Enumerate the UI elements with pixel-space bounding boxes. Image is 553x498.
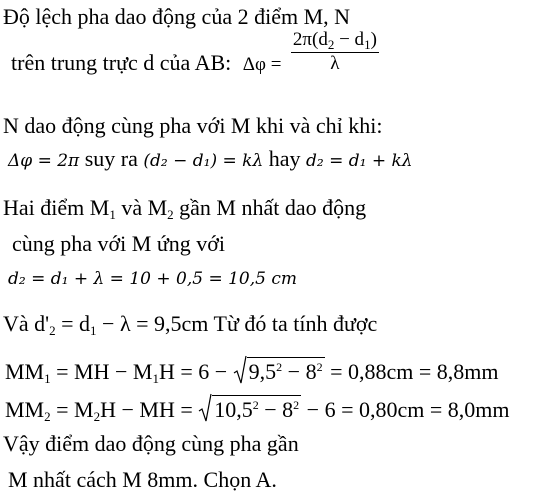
- radical-sign: [233, 355, 247, 385]
- line-4-connector: suy ra: [79, 146, 144, 171]
- fraction-numerator: $2\pi(d_2 - d_1)$: [292, 28, 377, 52]
- line-1-text: Độ lệch pha dao động của 2 điểm M, N: [3, 4, 351, 29]
- d2-value-eq: d₂ = d₁ + λ = 10 + 0,5 = 10,5 cm: [8, 269, 297, 289]
- fraction-denominator: λ: [330, 52, 340, 74]
- line-7: [8, 264, 297, 292]
- path-difference-eq: (d₂ − d₁) = kλ: [143, 151, 264, 171]
- line-11-text: Vậy điểm dao động cùng pha gần: [3, 431, 299, 456]
- line-1: [3, 4, 350, 30]
- line-4-hay: hay: [263, 146, 306, 171]
- line-11: [3, 431, 299, 457]
- line-2: [11, 28, 379, 78]
- line-6: [12, 231, 225, 257]
- phase-condition: Δφ = 2π: [8, 151, 80, 171]
- line-4: [8, 146, 413, 174]
- line-3: [3, 113, 382, 139]
- line-10: $MM_2 = M_2H$ − MH = $10,5^2 - 8^2 - 6 = 0,80cm = 8,0mm$: [5, 395, 510, 423]
- line-12: [8, 467, 277, 493]
- line-9: $MM_1$ = MH − $M_1H = 6$ − $9,5^2 - 8^2 = 0,88cm = 8,8mm$: [5, 357, 499, 385]
- phase-fraction: [291, 29, 379, 75]
- line-5: Hai điểm $M_1$ và $M_2$ gần M nhất dao động: [3, 195, 367, 222]
- line-2-text: trên trung trực d của AB:: [11, 50, 232, 75]
- sqrt-mm2: $10,5^2 - 8^2$: [198, 395, 301, 423]
- answer-text: M nhất cách M 8mm. Chọn A.: [8, 467, 277, 492]
- radical-sign: [198, 393, 212, 423]
- sqrt-mm1: $9,5^2 - 8^2$: [233, 357, 325, 385]
- line-3-text: N dao động cùng pha với M khi và chỉ khi:: [3, 113, 383, 138]
- line-6-text: cùng pha với M ứng với: [12, 231, 226, 256]
- line-8: Và $d'_2 = d_1 - \lambda = 9,5cm$ Từ đó ta tính được: [3, 311, 378, 338]
- d2-eq: d₂ = d₁ + kλ: [306, 151, 413, 171]
- delta-phi-lhs: Δφ =: [242, 54, 282, 75]
